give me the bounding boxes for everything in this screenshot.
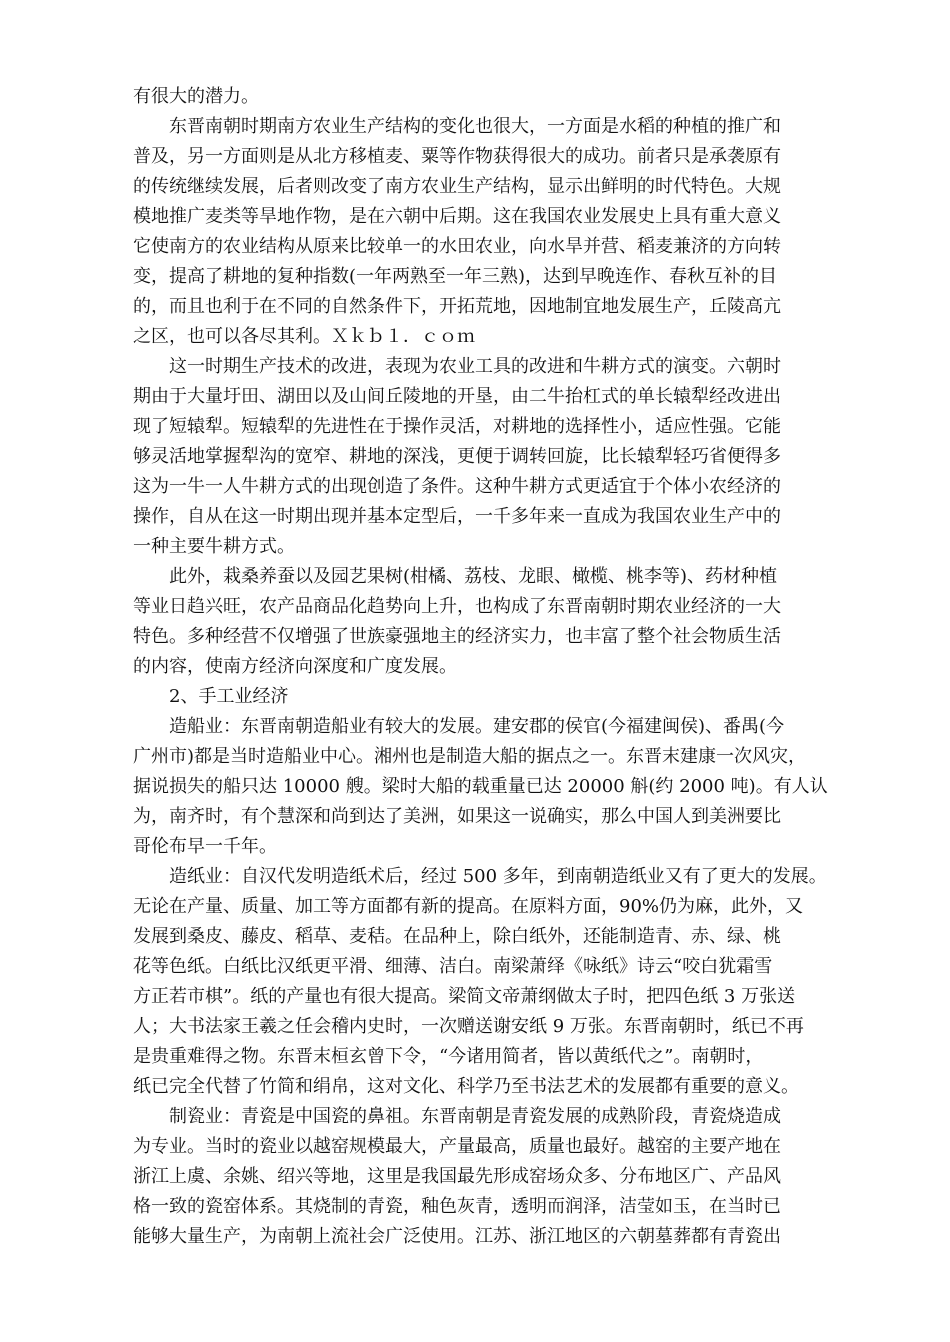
text-line: 的传统继续发展，后者则改变了南方农业生产结构，显示出鲜明的时代特色。大规 [133, 176, 781, 197]
text-line: 特色。多种经营不仅增强了世族豪强地主的经济实力，也丰富了整个社会物质生活 [133, 626, 781, 647]
text-line: 现了短辕犁。短辕犁的先进性在于操作灵活，对耕地的选择性小，适应性强。它能 [133, 416, 781, 437]
text-line: 哥伦布早一千年。 [133, 836, 277, 857]
text-line: 浙江上虞、余姚、绍兴等地，这里是我国最先形成窑场众多、分布地区广、产品风 [133, 1166, 781, 1187]
text-line: 无论在产量、质量、加工等方面都有新的提高。在原料方面，90%仍为麻，此外，又 [133, 896, 804, 917]
text-line: 的内容，使南方经济向深度和广度发展。 [133, 656, 457, 677]
text-line: 之区，也可以各尽其利。Ｘｋｂ１．ｃｏｍ [133, 326, 475, 347]
text-line: 普及，另一方面则是从北方移植麦、粟等作物获得很大的成功。前者只是承袭原有 [133, 146, 781, 167]
text-line: 为专业。当时的瓷业以越窑规模最大，产量最高，质量也最好。越窑的主要产地在 [133, 1136, 781, 1157]
text-line: 够灵活地掌握犁沟的宽窄、耕地的深浅，更便于调转回旋，比长辕犁轻巧省便得多 [133, 446, 781, 467]
text-line: 造纸业：自汉代发明造纸术后，经过 500 多年，到南朝造纸业又有了更大的发展。 [169, 866, 827, 887]
text-line: 格一致的瓷窑体系。其烧制的青瓷，釉色灰青，透明而润泽，洁莹如玉，在当时已 [133, 1196, 781, 1217]
text-line: 等业日趋兴旺，农产品商品化趋势向上升，也构成了东晋南朝时期农业经济的一大 [133, 596, 781, 617]
text-line: 据说损失的船只达 10000 艘。梁时大船的载重量已达 20000 斛(约 2000 吨)。有人认 [133, 776, 828, 797]
text-line: 是贵重难得之物。东晋末桓玄曾下令，“今诸用简者，皆以黄纸代之”。南朝时， [133, 1046, 764, 1067]
text-line: 人；大书法家王羲之任会稽内史时，一次赠送谢安纸 9 万张。东晋南朝时，纸已不再 [133, 1016, 804, 1037]
text-line: 东晋南朝时期南方农业生产结构的变化也很大，一方面是水稻的种植的推广和 [169, 116, 781, 137]
text-line: 发展到桑皮、藤皮、稻草、麦秸。在品种上，除白纸外，还能制造青、赤、绿、桃 [133, 926, 781, 947]
text-line: 这为一牛一人牛耕方式的出现创造了条件。这种牛耕方式更适宜于个体小农经济的 [133, 476, 781, 497]
text-line: 操作，自从在这一时期出现并基本定型后，一千多年来一直成为我国农业生产中的 [133, 506, 781, 527]
text-line: 此外，栽桑养蚕以及园艺果树(柑橘、荔枝、龙眼、橄榄、桃李等)、药材种植 [169, 566, 778, 587]
document-body [133, 82, 853, 1252]
text-line: 一种主要牛耕方式。 [133, 536, 295, 557]
text-line: 有很大的潜力。 [133, 86, 259, 107]
text-line: 为，南齐时，有个慧深和尚到达了美洲，如果这一说确实，那么中国人到美洲要比 [133, 806, 781, 827]
text-line: 它使南方的农业结构从原来比较单一的水田农业，向水旱并营、稻麦兼济的方向转 [133, 236, 781, 257]
text-line: 造船业：东晋南朝造船业有较大的发展。建安郡的侯官(今福建闽侯)、番禺(今 [169, 716, 785, 737]
text-line: 变，提高了耕地的复种指数(一年两熟至一年三熟)，达到早晚连作、春秋互补的目 [133, 266, 778, 287]
text-line: 制瓷业：青瓷是中国瓷的鼻祖。东晋南朝是青瓷发展的成熟阶段，青瓷烧造成 [169, 1106, 781, 1127]
text-line: 能够大量生产，为南朝上流社会广泛使用。江苏、浙江地区的六朝墓葬都有青瓷出 [133, 1226, 781, 1247]
text-line: 纸已完全代替了竹简和绢帛，这对文化、科学乃至书法艺术的发展都有重要的意义。 [133, 1076, 799, 1097]
text-line: 方正若市棋”。纸的产量也有很大提高。梁简文帝萧纲做太子时，把四色纸 3 万张送 [133, 986, 796, 1007]
text-line: 的，而且也利于在不同的自然条件下，开拓荒地，因地制宜地发展生产，丘陵高亢 [133, 296, 781, 317]
text-line: 花等色纸。白纸比汉纸更平滑、细薄、洁白。南梁萧绎《咏纸》诗云“咬白犹霜雪 [133, 956, 773, 977]
text-line: 广州市)都是当时造船业中心。湘州也是制造大船的据点之一。东晋末建康一次风灾， [133, 746, 807, 767]
text-line: 这一时期生产技术的改进，表现为农业工具的改进和牛耕方式的演变。六朝时 [169, 356, 781, 377]
text-line: 模地推广麦类等旱地作物，是在六朝中后期。这在我国农业发展史上具有重大意义 [133, 206, 781, 227]
text-line: 期由于大量圩田、湖田以及山间丘陵地的开垦，由二牛抬杠式的单长辕犁经改进出 [133, 386, 781, 407]
section-heading: 2、手工业经济 [169, 686, 289, 707]
